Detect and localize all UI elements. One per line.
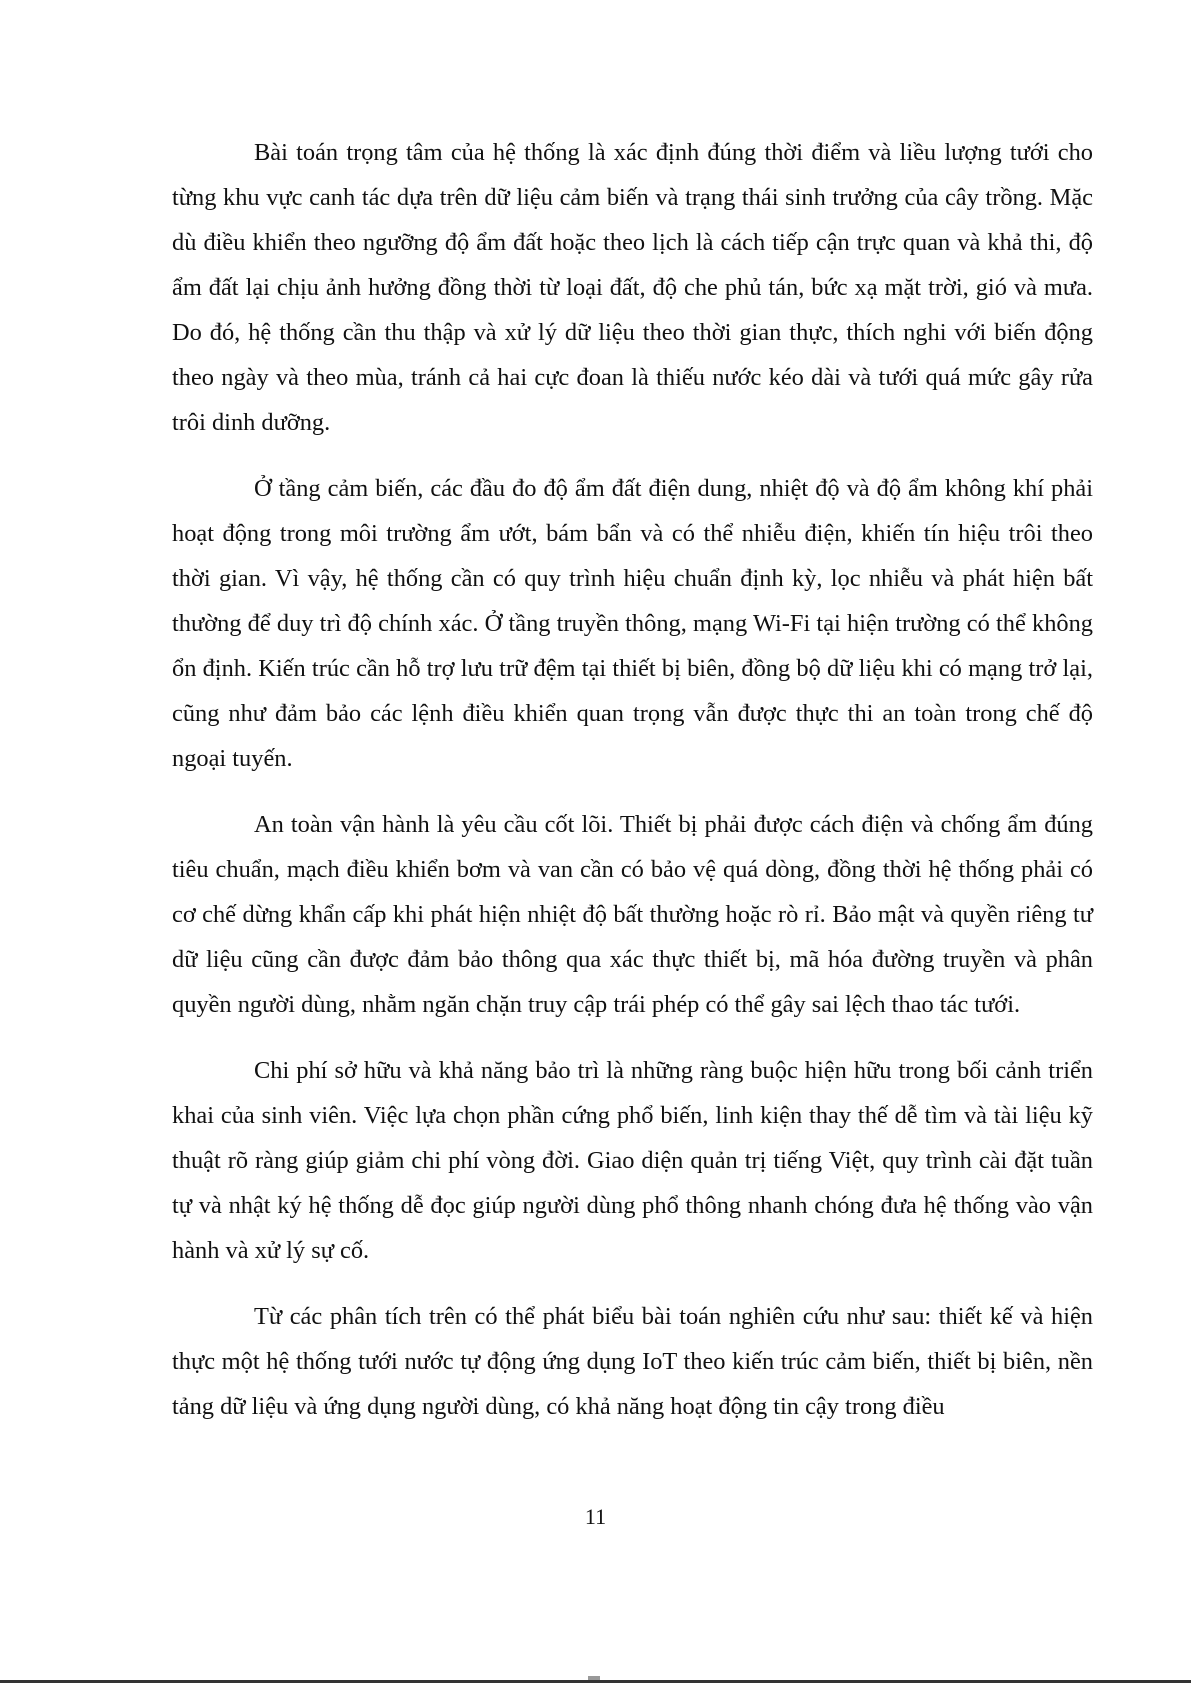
paragraph-sensor-communication: Ở tầng cảm biến, các đầu đo độ ẩm đất điện dung, nhiệt độ và độ ẩm không khí phải hoạt động trong môi trường ẩm ướt, bám bẩn và có thể nhiễu điện, khiến tín hiệu trôi theo thời gian. Vì vậy, hệ thống cần có quy trình hiệu chuẩn định kỳ, lọc nhiễu và phát hiện bất thường để duy trì độ chính xác. Ở tầng truyền thông, mạng Wi-Fi tại hiện trường có thể không ổn định. Kiến trúc cần hỗ trợ lưu trữ đệm tại thiết bị biên, đồng bộ dữ liệu khi có mạng trở lại, cũng như đảm bảo các lệnh điều khiển quan trọng vẫn được thực thi an toàn trong chế độ ngoại tuyến. xyxy=(172,475,1093,772)
paragraph-problem-statement: Từ các phân tích trên có thể phát biểu bài toán nghiên cứu như sau: thiết kế và hiện thực một hệ thống tưới nước tự động ứng dụng IoT theo kiến trúc cảm biến, thiết bị biên, nền tảng dữ liệu và ứng dụng người dùng, có khả năng hoạt động tin cậy trong điều xyxy=(172,1303,1093,1420)
paragraph-irrigation-problem: Bài toán trọng tâm của hệ thống là xác định đúng thời điểm và liều lượng tưới cho từng khu vực canh tác dựa trên dữ liệu cảm biến và trạng thái sinh trưởng của cây trồng. Mặc dù điều khiển theo ngưỡng độ ẩm đất hoặc theo lịch là cách tiếp cận trực quan và khả thi, độ ẩm đất lại chịu ảnh hưởng đồng thời từ loại đất, độ che phủ tán, bức xạ mặt trời, gió và mưa. Do đó, hệ thống cần thu thập và xử lý dữ liệu theo thời gian thực, thích nghi với biến động theo ngày và theo mùa, tránh cả hai cực đoan là thiếu nước kéo dài và tưới quá mức gây rửa trôi dinh dưỡng. xyxy=(172,139,1093,436)
body-text xyxy=(172,130,1093,1429)
paragraph-cost-maintenance: Chi phí sở hữu và khả năng bảo trì là những ràng buộc hiện hữu trong bối cảnh triển khai của sinh viên. Việc lựa chọn phần cứng phổ biến, linh kiện thay thế dễ tìm và tài liệu kỹ thuật rõ ràng giúp giảm chi phí vòng đời. Giao diện quản trị tiếng Việt, quy trình cài đặt tuần tự và nhật ký hệ thống dễ đọc giúp người dùng phổ thông nhanh chóng đưa hệ thống vào vận hành và xử lý sự cố. xyxy=(172,1057,1093,1264)
bottom-edge-mark xyxy=(588,1676,600,1680)
bottom-edge-rule xyxy=(0,1680,1191,1683)
page-number: 11 xyxy=(584,1504,607,1529)
paragraph-operational-safety: An toàn vận hành là yêu cầu cốt lõi. Thiết bị phải được cách điện và chống ẩm đúng tiêu chuẩn, mạch điều khiển bơm và van cần có bảo vệ quá dòng, đồng thời hệ thống phải có cơ chế dừng khẩn cấp khi phát hiện nhiệt độ bất thường hoặc rò rỉ. Bảo mật và quyền riêng tư dữ liệu cũng cần được đảm bảo thông qua xác thực thiết bị, mã hóa đường truyền và phân quyền người dùng, nhằm ngăn chặn truy cập trái phép có thể gây sai lệch thao tác tưới. xyxy=(172,811,1093,1018)
